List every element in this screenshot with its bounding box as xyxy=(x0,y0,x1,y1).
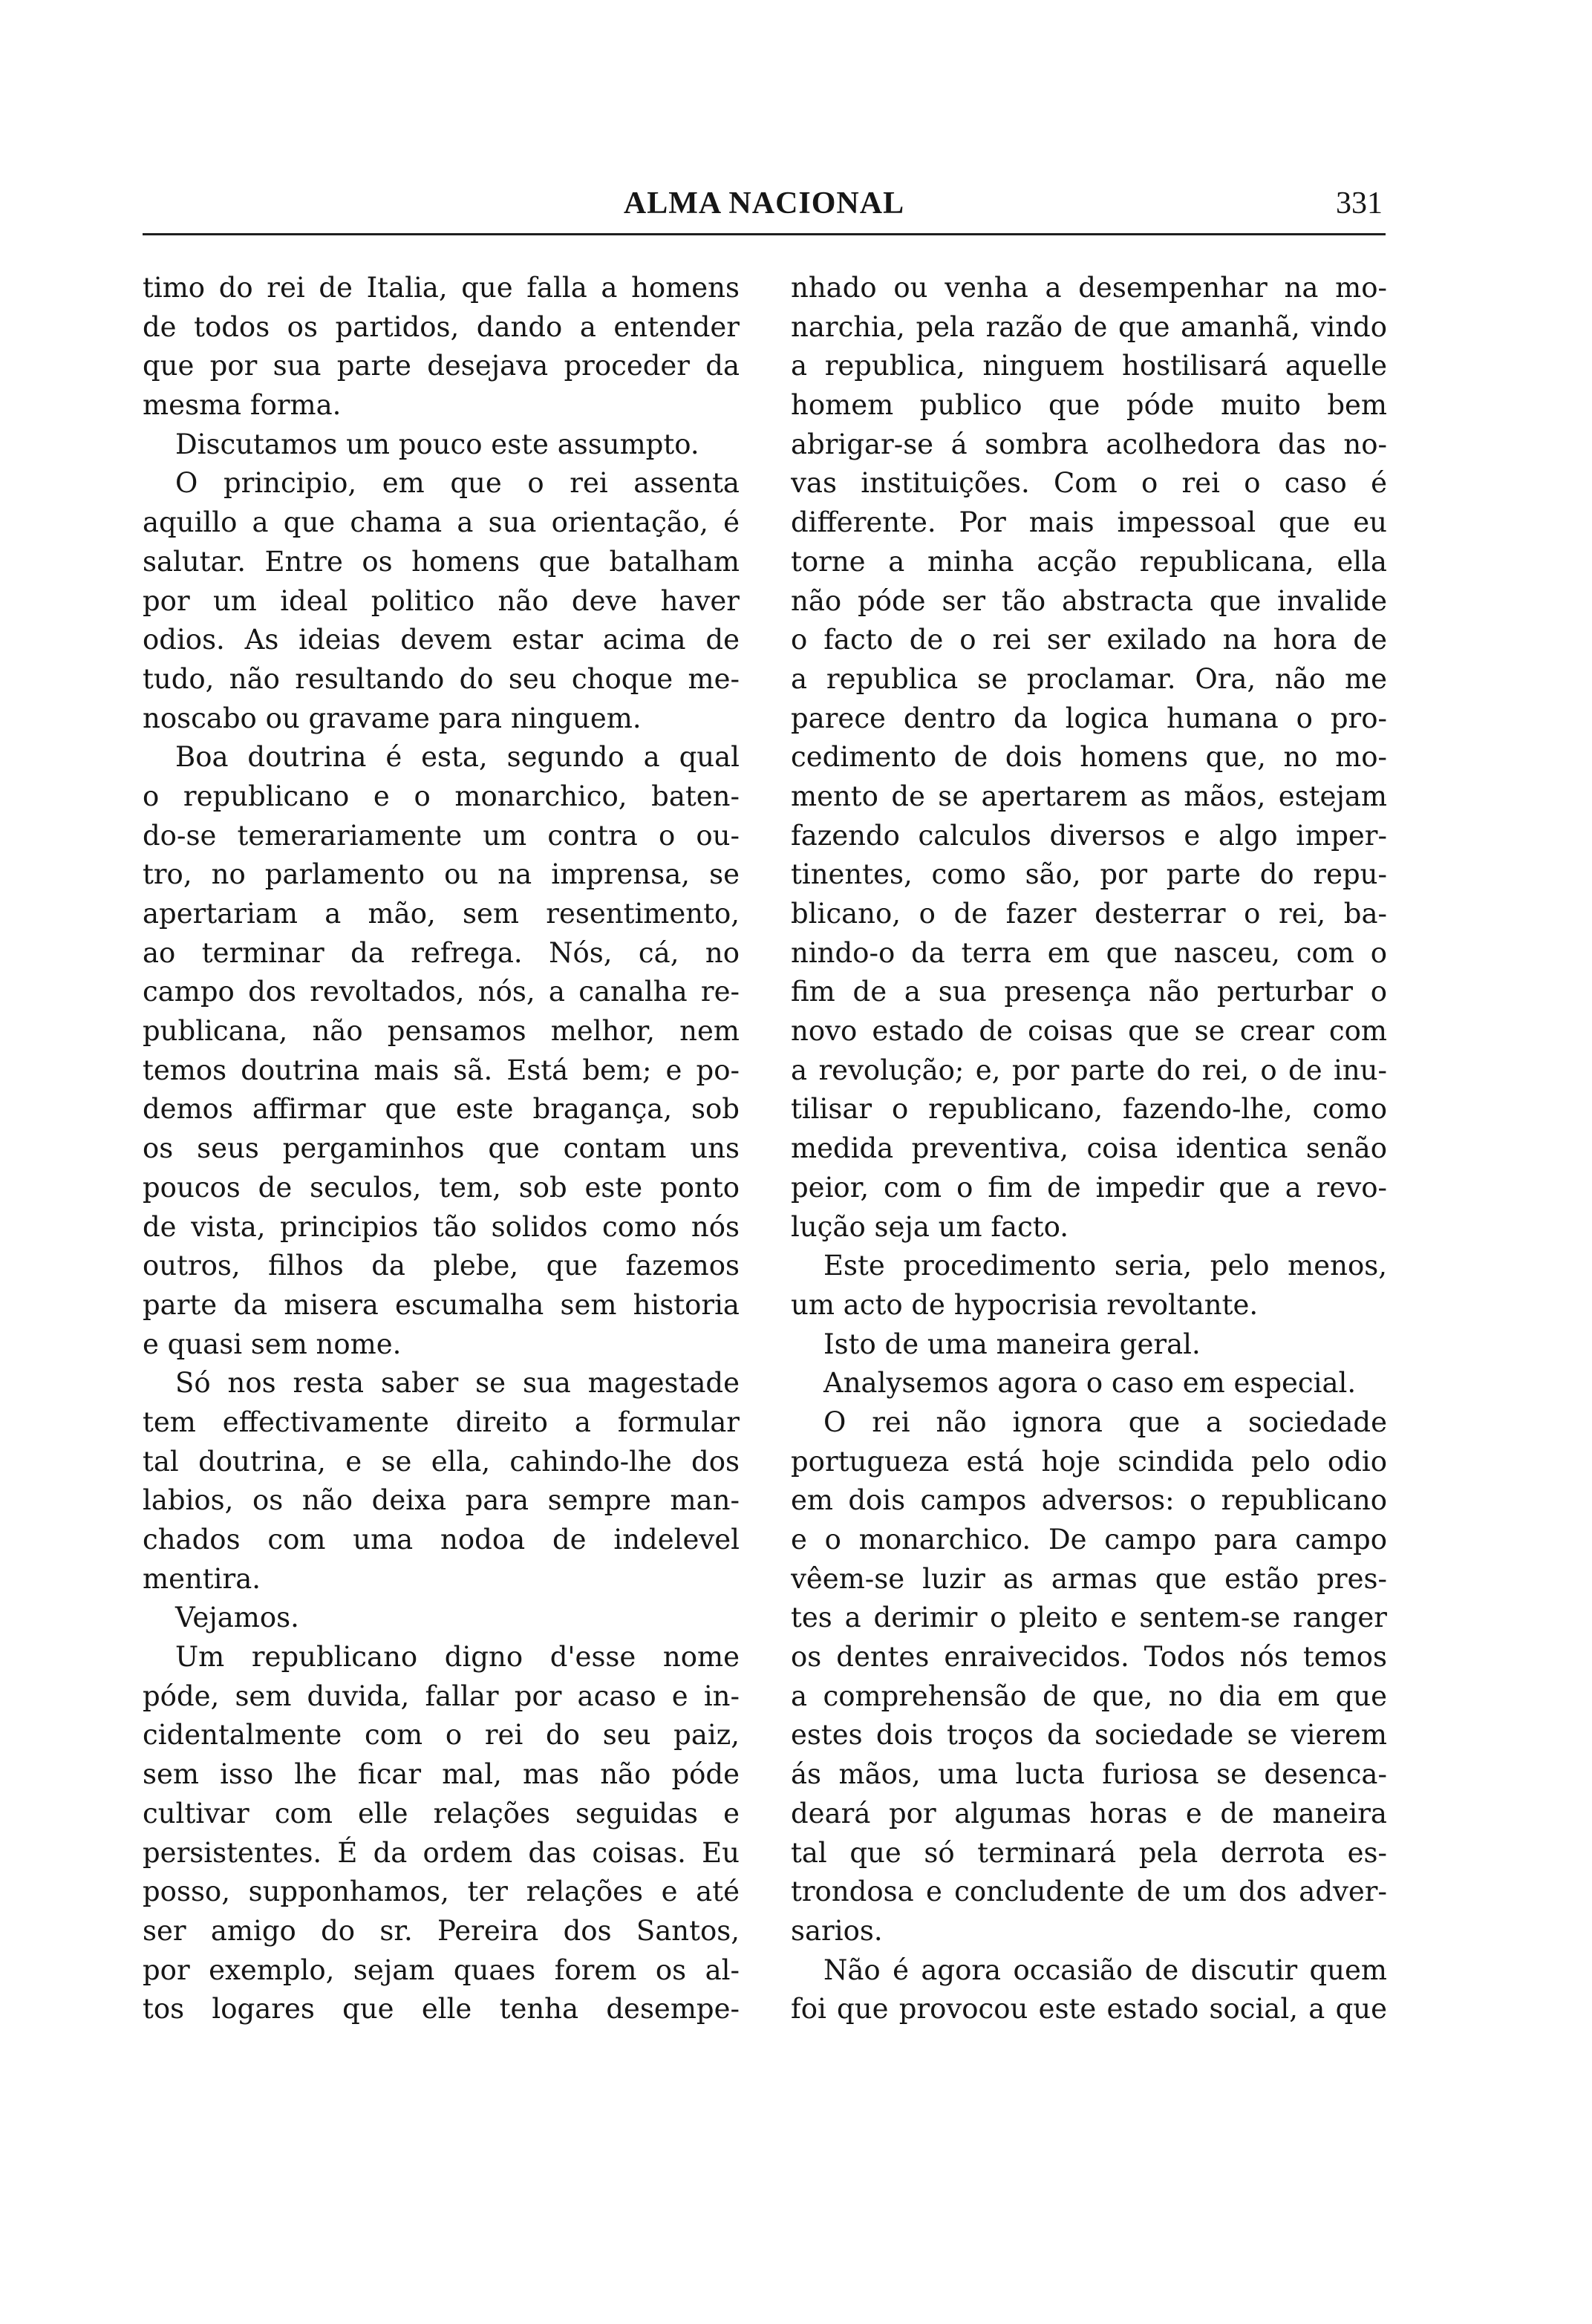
text-line: de todos os partidos, dando a entender xyxy=(143,310,740,343)
text-line: O principio, em que o rei assenta xyxy=(175,467,740,500)
text-line: tal que só terminará pela derrota es- xyxy=(791,1836,1387,1869)
text-line: tem effectivamente direito a formular xyxy=(143,1406,740,1438)
text-line: medida preventiva, coisa identica senão xyxy=(791,1132,1387,1165)
text-line: persistentes. É da ordem das coisas. Eu xyxy=(143,1836,740,1869)
text-line: ao terminar da refrega. Nós, cá, no xyxy=(143,936,740,969)
text-line: noscabo ou gravame para ninguem. xyxy=(143,702,642,734)
text-line: deará por algumas horas e de maneira xyxy=(791,1797,1387,1830)
text-line: cidentalmente com o rei do seu paiz, xyxy=(143,1719,740,1752)
text-line: tos logares que elle tenha desempe- xyxy=(143,1993,740,2026)
text-line: chados com uma nodoa de indelevel xyxy=(143,1524,740,1556)
text-line: fazendo calculos diversos e algo imper- xyxy=(791,819,1387,852)
text-line: homem publico que póde muito bem xyxy=(791,389,1387,422)
text-line: Vejamos. xyxy=(175,1602,299,1634)
text-line: a revolução; e, por parte do rei, o de inu- xyxy=(791,1054,1387,1086)
text-line: que por sua parte desejava proceder da xyxy=(143,350,740,382)
text-line: labios, os não deixa para sempre man- xyxy=(143,1484,740,1517)
text-line: Um republicano digno d'esse nome xyxy=(175,1641,740,1674)
text-line: não póde ser tão abstracta que invalide xyxy=(791,584,1387,617)
text-line: estes dois troços da sociedade se vierem xyxy=(791,1719,1387,1752)
text-line: foi que provocou este estado social, a que xyxy=(791,1993,1387,2026)
page-number: 331 xyxy=(1336,186,1383,221)
text-line: Isto de uma maneira geral. xyxy=(823,1328,1201,1360)
text-line: blicano, o de fazer desterrar o rei, ba- xyxy=(791,898,1387,930)
text-line: o facto de o rei ser exilado na hora de xyxy=(791,624,1387,656)
text-line: odios. As ideias devem estar acima de xyxy=(143,624,740,656)
page-header xyxy=(143,181,1386,235)
text-line: apertariam a mão, sem resentimento, xyxy=(143,898,740,930)
text-line: tal doutrina, e se ella, cahindo-lhe dos xyxy=(143,1445,740,1478)
text-line: torne a minha acção republicana, ella xyxy=(791,545,1387,578)
text-line: peior, com o fim de impedir que a revo- xyxy=(791,1171,1387,1204)
text-line: tilisar o republicano, fazendo-lhe, como xyxy=(791,1093,1387,1126)
text-line: e o monarchico. De campo para campo xyxy=(791,1524,1387,1556)
text-line: de vista, principios tão solidos como nós xyxy=(143,1210,740,1243)
text-line: tudo, não resultando do seu choque me- xyxy=(143,662,740,695)
text-line: a republica se proclamar. Ora, não me xyxy=(791,662,1387,695)
text-line: narchia, pela razão de que amanhã, vindo xyxy=(791,310,1387,343)
text-line: Este procedimento seria, pelo menos, xyxy=(823,1250,1387,1282)
text-line: publicana, não pensamos melhor, nem xyxy=(143,1015,740,1048)
text-line: ser amigo do sr. Pereira dos Santos, xyxy=(143,1914,740,1947)
text-line: nindo-o da terra em que nasceu, com o xyxy=(791,936,1387,969)
text-line: os dentes enraivecidos. Todos nós temos xyxy=(791,1641,1387,1674)
text-line: timo do rei de Italia, que falla a homens xyxy=(143,272,740,304)
text-line: mesma forma. xyxy=(143,389,342,422)
text-line: salutar. Entre os homens que batalham xyxy=(143,545,740,578)
right-column xyxy=(791,269,1387,2029)
text-line: mentira. xyxy=(143,1562,261,1595)
text-line: parte da misera escumalha sem historia xyxy=(143,1288,740,1321)
text-line: um acto de hypocrisia revoltante. xyxy=(791,1288,1259,1321)
text-line: novo estado de coisas que se crear com xyxy=(791,1015,1387,1048)
text-line: mento de se apertarem as mãos, estejam xyxy=(791,780,1387,812)
text-line: poucos de seculos, tem, sob este ponto xyxy=(143,1171,740,1204)
text-line: portugueza está hoje scindida pelo odio xyxy=(791,1445,1387,1478)
text-line: tro, no parlamento ou na imprensa, se xyxy=(143,858,740,891)
text-line: lução seja um facto. xyxy=(791,1210,1069,1243)
text-line: tinentes, como são, por parte do repu- xyxy=(791,858,1387,891)
text-line: differente. Por mais impessoal que eu xyxy=(791,506,1387,539)
text-line: Não é agora occasião de discutir quem xyxy=(823,1953,1387,1986)
text-line: tes a derimir o pleito e sentem-se ranger xyxy=(791,1602,1387,1634)
text-line: póde, sem duvida, fallar por acaso e in- xyxy=(143,1680,740,1712)
text-line: por um ideal politico não deve haver xyxy=(143,584,740,617)
text-line: o republicano e o monarchico, baten- xyxy=(143,780,740,812)
text-line: e quasi sem nome. xyxy=(143,1328,402,1360)
text-line: sarios. xyxy=(791,1914,883,1947)
text-line: campo dos revoltados, nós, a canalha re- xyxy=(143,976,740,1008)
text-line: Boa doutrina é esta, segundo a qual xyxy=(175,741,740,774)
text-line: nhado ou venha a desempenhar na mo- xyxy=(791,272,1387,304)
text-line: aquillo a que chama a sua orientação, é xyxy=(143,506,740,539)
text-line: fim de a sua presença não perturbar o xyxy=(791,976,1387,1008)
text-line: demos affirmar que este bragança, sob xyxy=(143,1093,740,1126)
text-line: os seus pergaminhos que contam uns xyxy=(143,1132,740,1165)
text-line: cultivar com elle relações seguidas e xyxy=(143,1797,740,1830)
text-line: Discutamos um pouco este assumpto. xyxy=(175,428,699,460)
text-line: a comprehensão de que, no dia em que xyxy=(791,1680,1387,1712)
text-line: abrigar-se á sombra acolhedora das no- xyxy=(791,428,1387,460)
text-line: trondosa e concludente de um dos adver- xyxy=(791,1876,1387,1908)
text-line: em dois campos adversos: o republicano xyxy=(791,1484,1387,1517)
text-line: Analysemos agora o caso em especial. xyxy=(823,1367,1357,1400)
text-line: vêem-se luzir as armas que estão pres- xyxy=(791,1562,1387,1595)
left-column xyxy=(143,269,740,2029)
text-line: cedimento de dois homens que, no mo- xyxy=(791,741,1387,774)
text-line: outros, filhos da plebe, que fazemos xyxy=(143,1250,740,1282)
text-line: O rei não ignora que a sociedade xyxy=(823,1406,1387,1438)
text-line: ás mãos, uma lucta furiosa se desenca- xyxy=(791,1758,1387,1791)
text-line: vas instituições. Com o rei o caso é xyxy=(791,467,1387,500)
running-title: ALMA NACIONAL xyxy=(623,186,905,221)
text-line: a republica, ninguem hostilisará aquelle xyxy=(791,350,1387,382)
text-line: por exemplo, sejam quaes forem os al- xyxy=(143,1953,740,1986)
text-line: sem isso lhe ficar mal, mas não póde xyxy=(143,1758,740,1791)
text-line: parece dentro da logica humana o pro- xyxy=(791,702,1387,734)
text-line: posso, supponhamos, ter relações e até xyxy=(143,1876,740,1908)
text-line: temos doutrina mais sã. Está bem; e po- xyxy=(143,1054,740,1086)
text-line: Só nos resta saber se sua magestade xyxy=(175,1367,740,1400)
text-line: do-se temerariamente um contra o ou- xyxy=(143,819,740,852)
